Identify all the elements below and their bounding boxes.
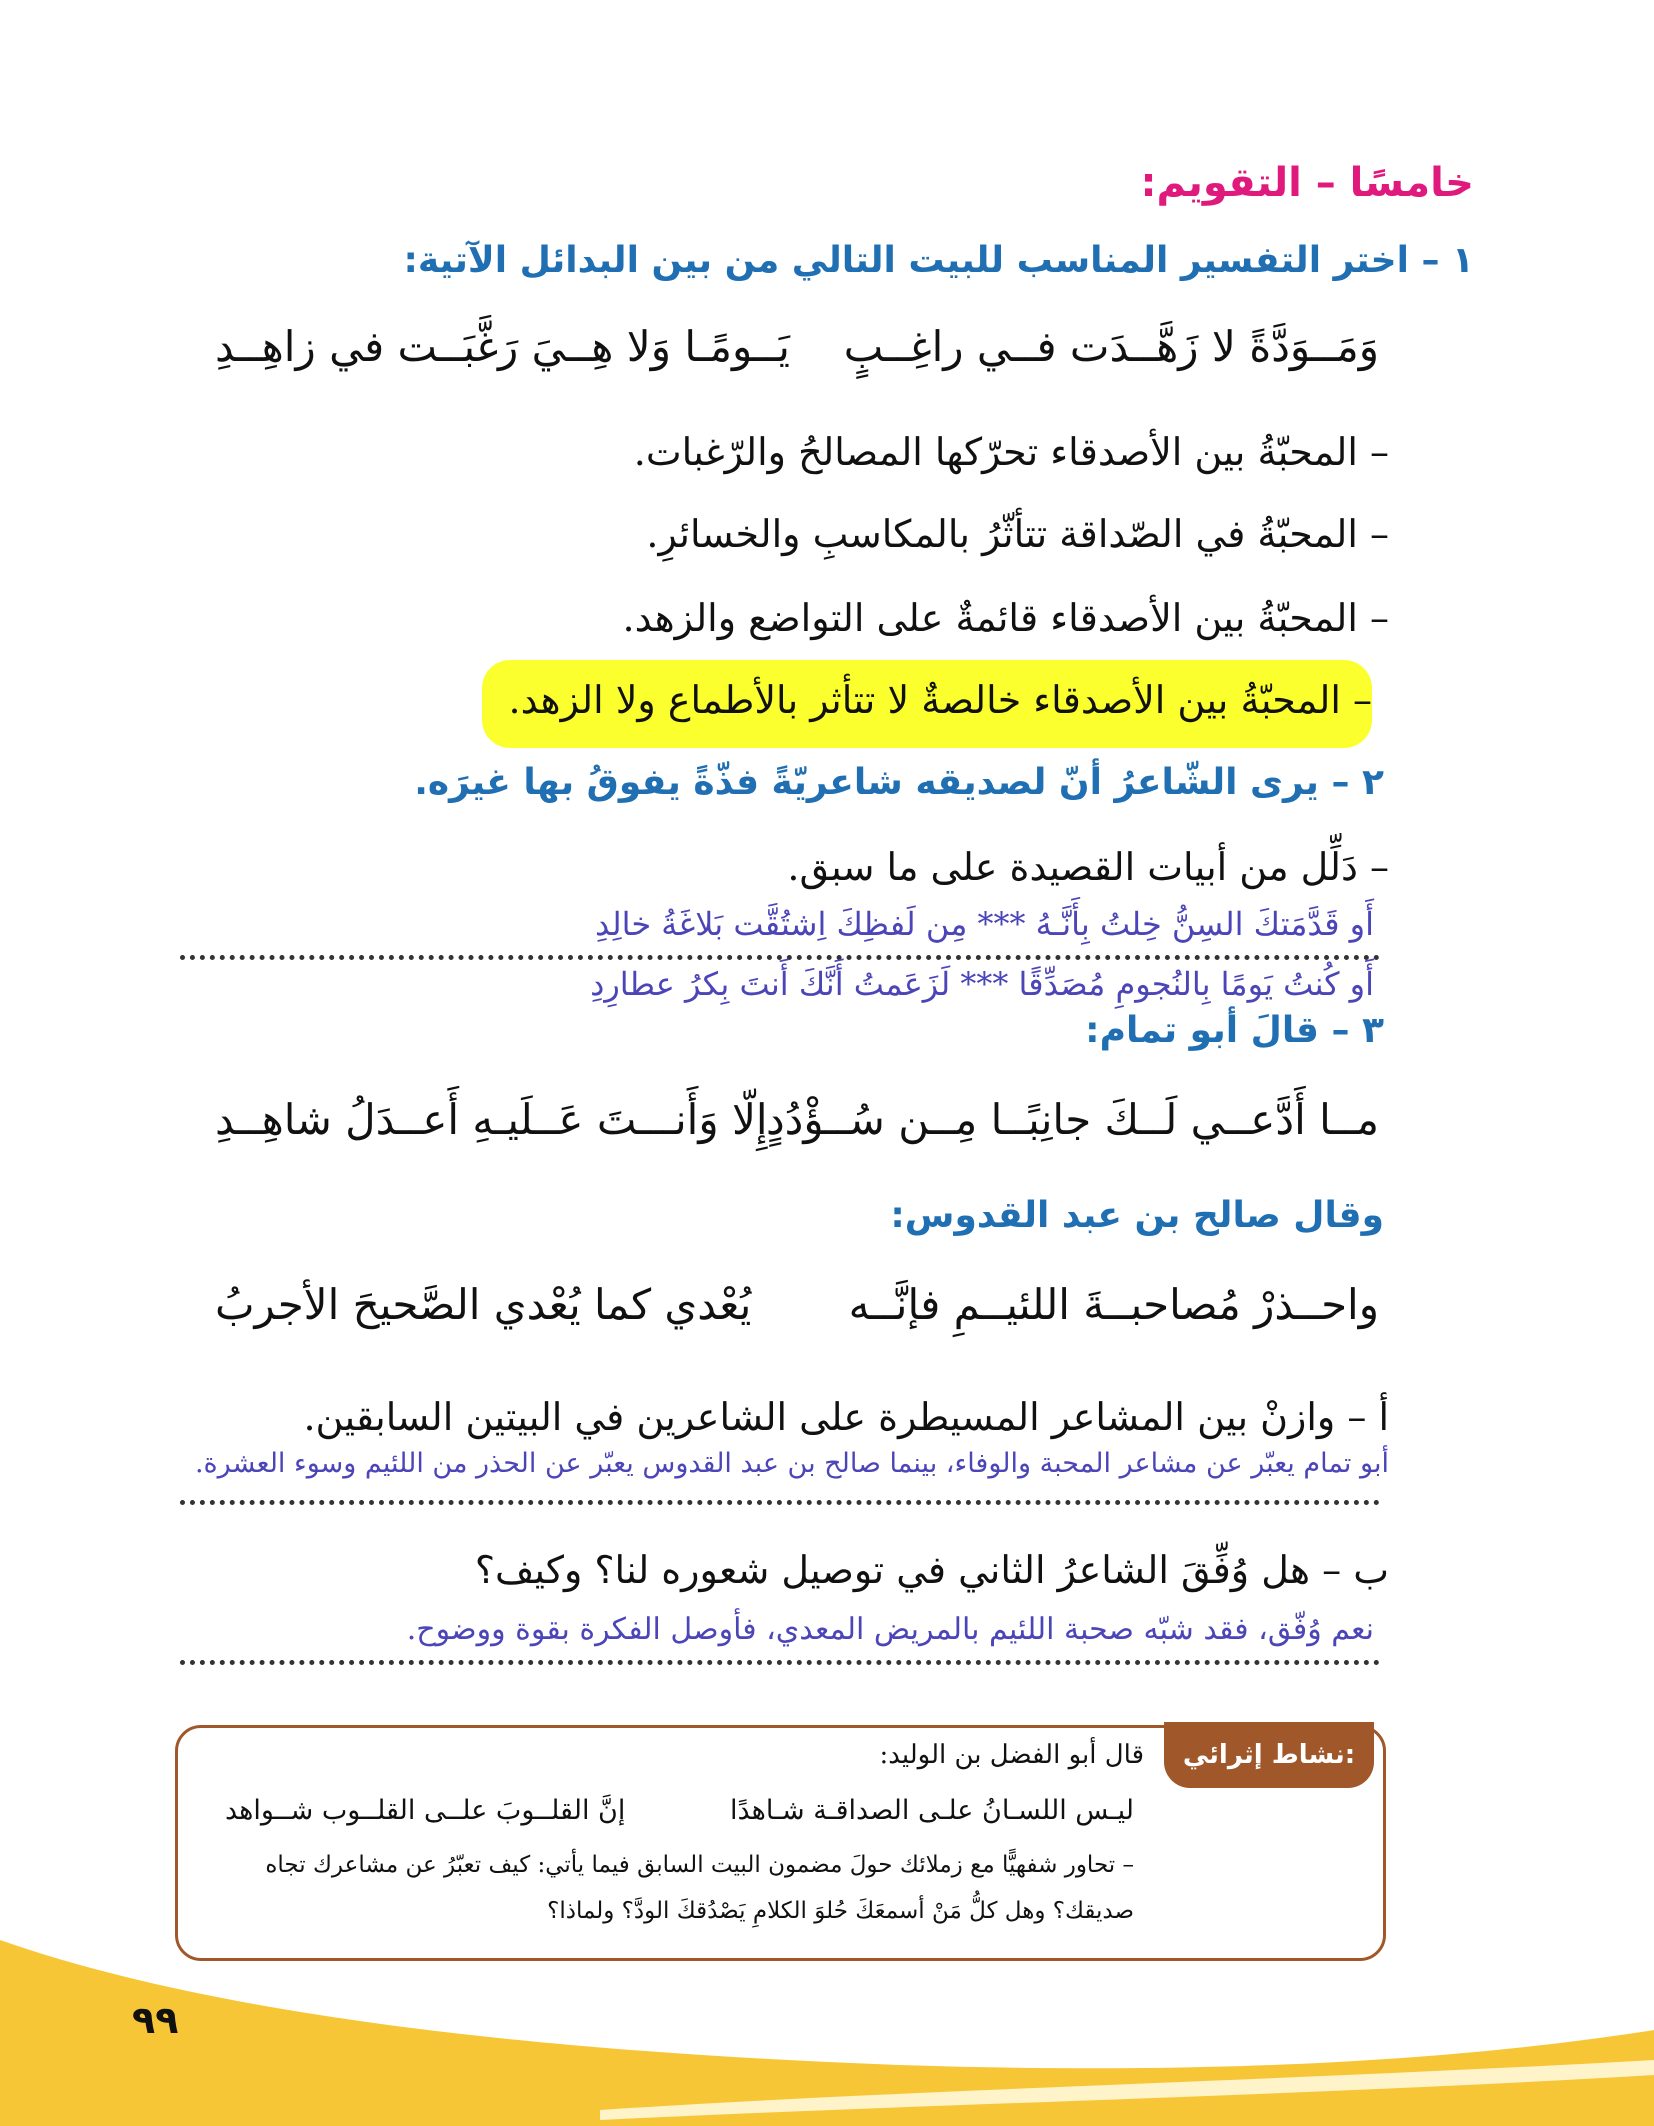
q3-verse2-right: واحــذرْ مُصاحبــةَ اللئيــمِ فإنَّــه bbox=[848, 1280, 1379, 1329]
enrichment-intro: قال أبو الفضل بن الوليد: bbox=[879, 1740, 1144, 1770]
q1-verse-right: وَمَــوَدَّةً لا زَهَّــدَت فــي راغِــبٍ bbox=[843, 322, 1379, 371]
q2-answer-line-1: أَو قَدَّمَتكَ السِنُّ خِلتُ بِأَنَّـهُ *** مِن لَفظِكَ اِشتُقَّت بَلاغَةُ خالِدِ bbox=[595, 905, 1374, 943]
answer-dotted-line bbox=[180, 955, 1380, 960]
q3-verse2-left: يُعْدي كما يُعْدي الصَّحيحَ الأجربُ bbox=[215, 1280, 752, 1329]
q3-verse1-left: إِلّا وَأَنـــتَ عَــلَيـهِ أَعــدَلُ شاهِــدِ bbox=[215, 1095, 768, 1144]
page-number: ٩٩ bbox=[132, 1998, 179, 2042]
q3-second-poet-label: وقال صالح بن عبد القدوس: bbox=[890, 1195, 1384, 1236]
q3-verse1-right: مــا أَدَّعــي لَــكَ جانِبًــا مِــن سُــؤْدُدٍ bbox=[765, 1095, 1379, 1144]
enrichment-tag: نشاط إثرائي: bbox=[1164, 1722, 1374, 1788]
q1-verse-left: يَــومًـا وَلا هِــيَ رَغَّبَــت في زاهِــدِ bbox=[215, 322, 790, 371]
q3-answer-b: نعم وُفّق، فقد شبّه صحبة اللئيم بالمريض المعدي، فأوصل الفكرة بقوة ووضوح. bbox=[406, 1612, 1374, 1647]
enrichment-verse-right: ليـس اللسـانُ علـى الصداقـة شـاهدًا bbox=[730, 1795, 1134, 1826]
answer-dotted-line bbox=[180, 1660, 1380, 1665]
question-3-label: ٣ – قالَ أبو تمام: bbox=[1085, 1010, 1384, 1051]
enrichment-task-line-1: – تحاور شفهيًّا مع زملائك حولَ مضمون البيت السابق فيما يأتي: كيف تعبّرُ عن مشاعرك تجاه bbox=[265, 1852, 1134, 1878]
q1-option-3: – المحبّةُ بين الأصدقاء قائمةٌ على التواضع والزهد. bbox=[622, 596, 1389, 640]
q3-part-b: ب – هل وُفِّقَ الشاعرُ الثاني في توصيل شعوره لنا؟ وكيف؟ bbox=[474, 1548, 1389, 1592]
enrichment-task-line-2: صديقك؟ وهل كلُّ مَنْ أسمعَكَ حُلوَ الكلامِ يَصْدُقكَ الودَّ؟ ولماذا؟ bbox=[547, 1898, 1134, 1924]
q1-option-4-selected: – المحبّةُ بين الأصدقاء خالصةٌ لا تتأثر بالأطماع ولا الزهد. bbox=[508, 678, 1372, 722]
question-2-label: ٢ – يرى الشّاعرُ أنّ لصديقه شاعريّةً فذّةً يفوقُ بها غيرَه. bbox=[414, 762, 1384, 803]
q1-option-2: – المحبّةُ في الصّداقة تتأثّرُ بالمكاسبِ والخسائرِ. bbox=[646, 512, 1389, 556]
answer-dotted-line bbox=[180, 1500, 1380, 1505]
q2-prompt: – دَلِّل من أبيات القصيدة على ما سبق. bbox=[787, 845, 1389, 889]
q1-option-1: – المحبّةُ بين الأصدقاء تحرّكها المصالحُ والرّغبات. bbox=[633, 430, 1389, 474]
q2-answer-line-2: أَو كُنتُ يَومًا بِالنُجومِ مُصَدِّقًا *** لَزَعَمتُ أَنَّكَ أَنتَ بِكرُ عطارِدِ bbox=[590, 965, 1374, 1003]
enrichment-verse-left: إنَّ القلــوبَ علــى القلــوب شــواهد bbox=[225, 1795, 626, 1826]
q3-part-a: أ – وازنْ بين المشاعر المسيطرة على الشاعرين في البيتين السابقين. bbox=[303, 1395, 1389, 1439]
question-1-label: ١ – اختر التفسير المناسب للبيت التالي من بين البدائل الآتية: bbox=[403, 240, 1474, 281]
section-title: خامسًا – التقويم: bbox=[1140, 160, 1474, 206]
q3-answer-a: أبو تمام يعبّر عن مشاعر المحبة والوفاء، بينما صالح بن عبد القدوس يعبّر عن الحذر من اللئيم وسوء العشرة. bbox=[194, 1448, 1389, 1479]
